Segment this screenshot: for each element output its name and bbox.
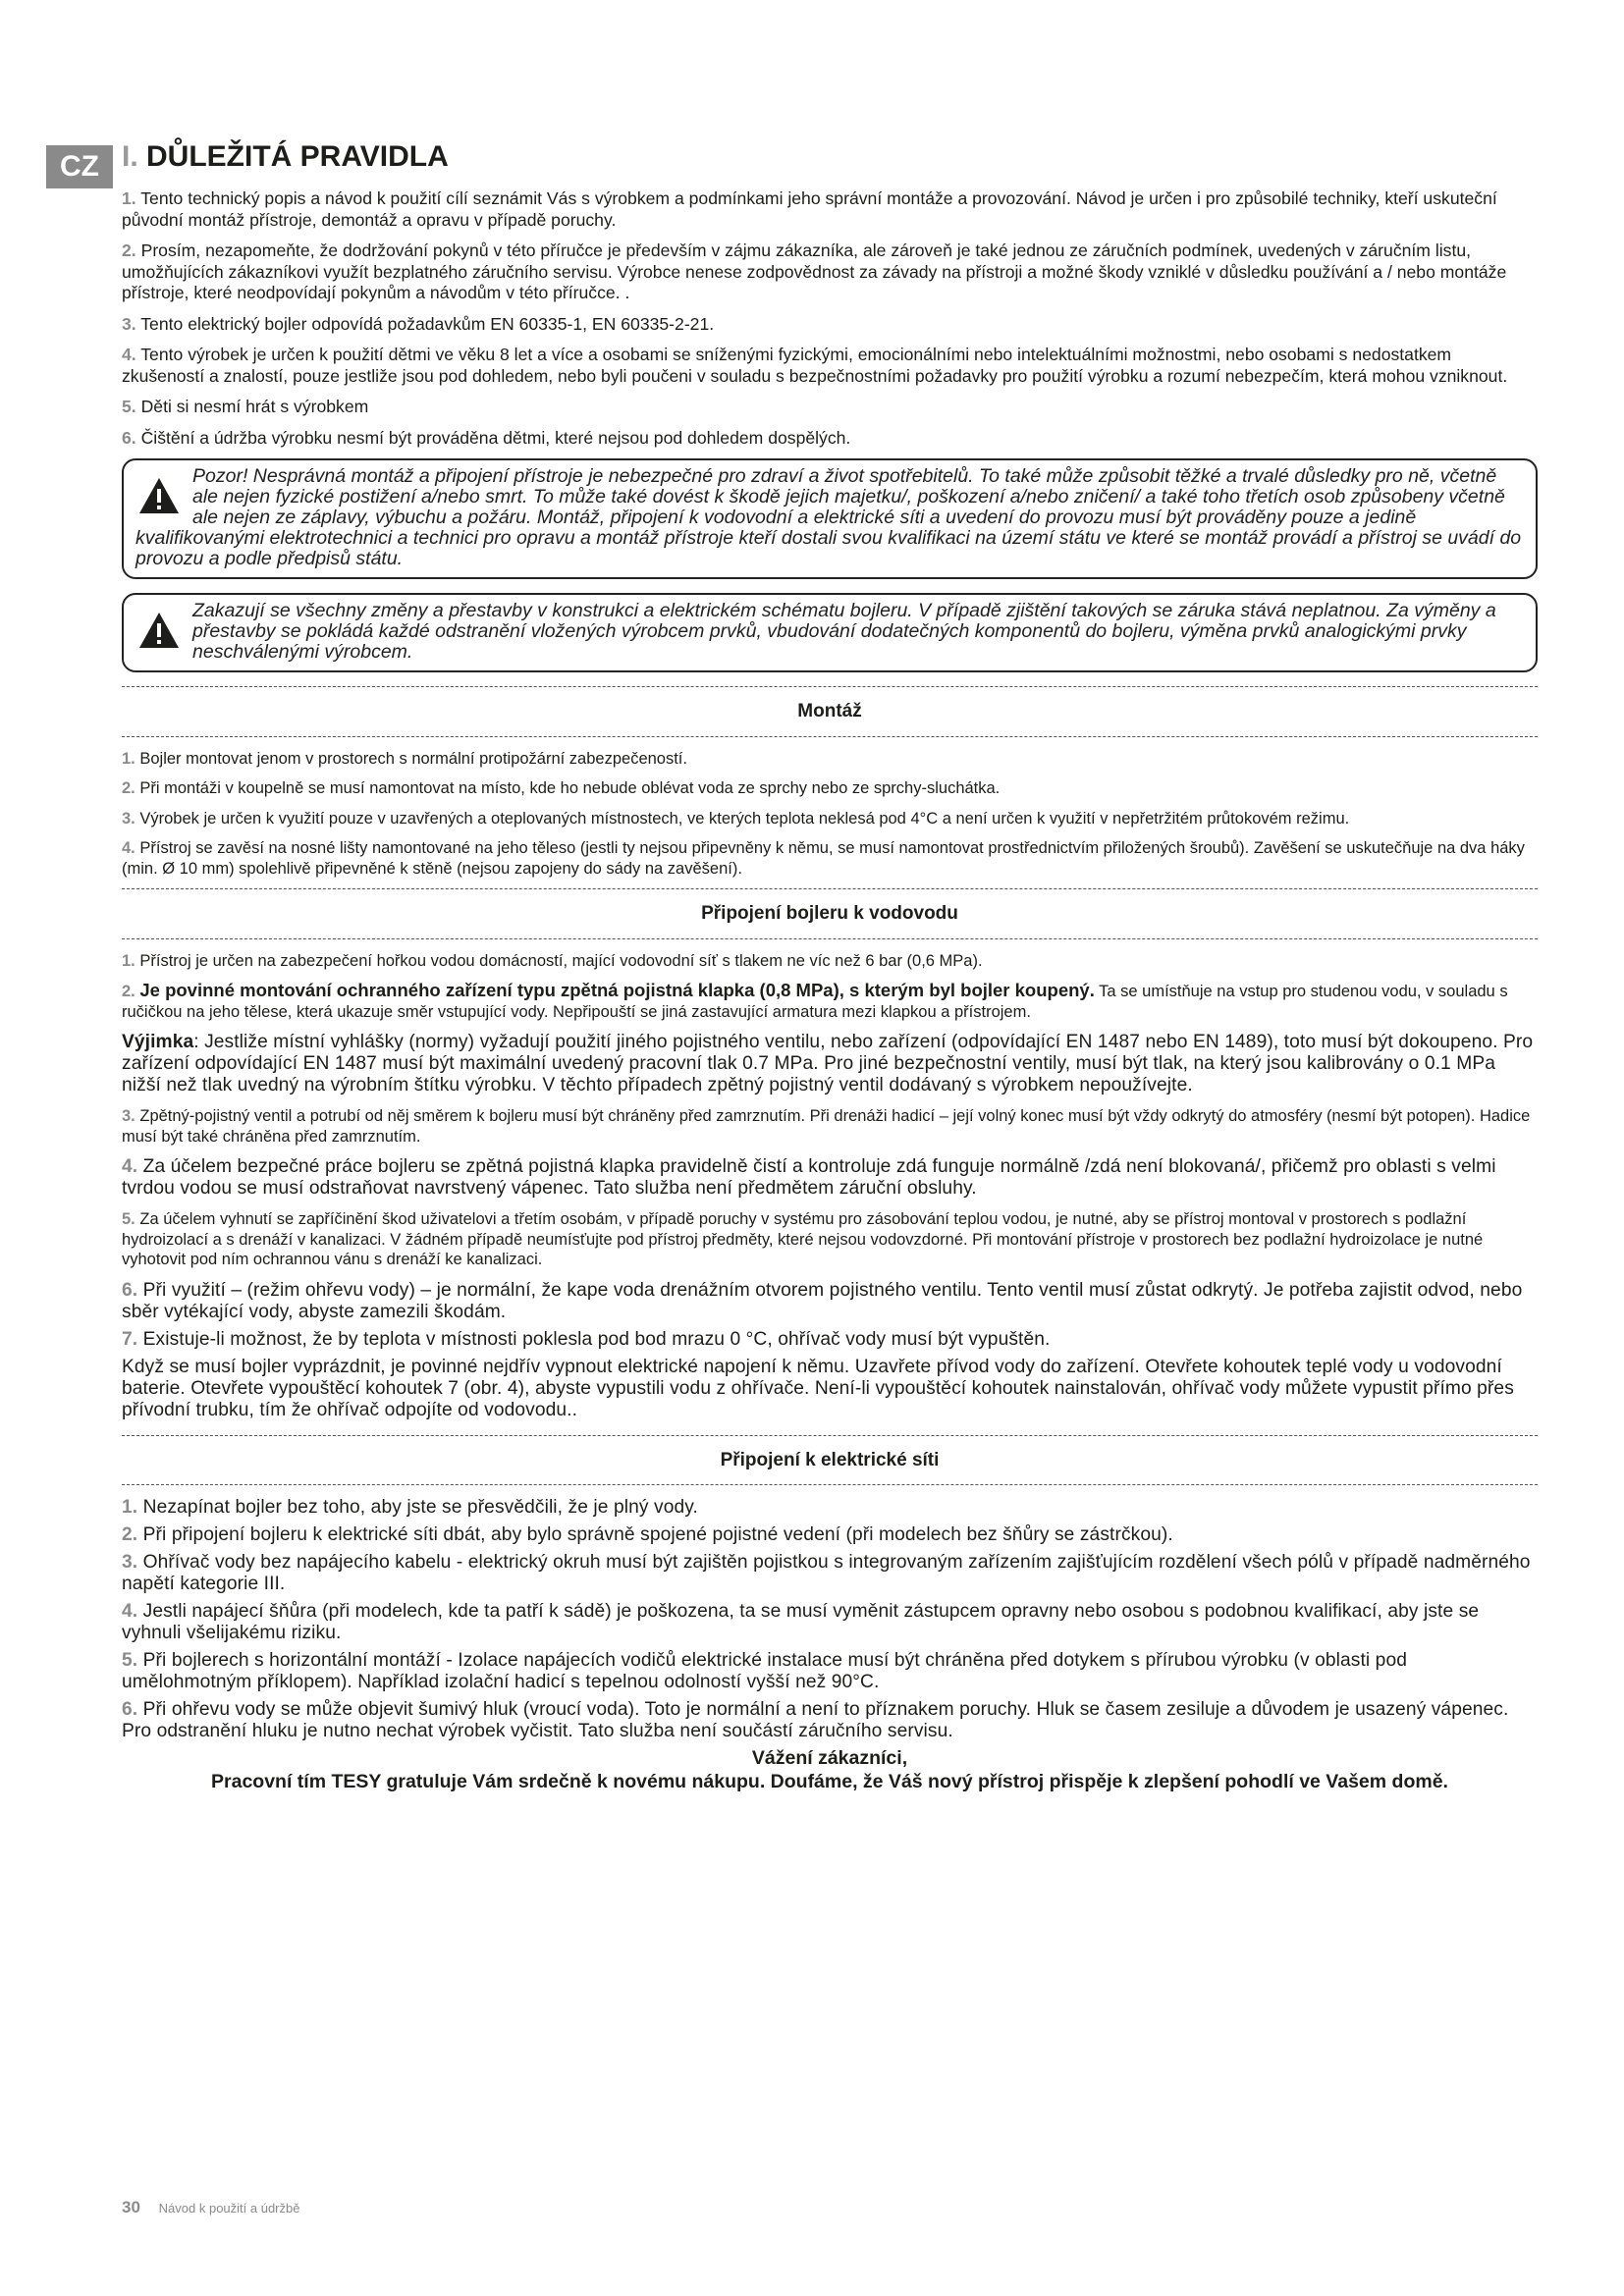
rule-1 xyxy=(122,188,1538,231)
section-title xyxy=(122,139,1538,175)
item-text: Zpětný-pojistný ventil a potrubí od něj směrem k bojleru musí být chráněny před zamrznutím. Při drenáži hadicí – její volný konec musí být vždy odkrytý do atmosféry (nesmí být potopen). Hadice musí být také chráněna před zamrznutím. xyxy=(122,1107,1531,1146)
item-number: 4. xyxy=(122,839,135,857)
closing-greeting: Vážení zákazníci, xyxy=(751,1747,908,1769)
elektro-item xyxy=(122,1601,1538,1644)
rule-text: Děti si nesmí hrát s výrobkem xyxy=(140,397,369,416)
vodovod-item-5 xyxy=(122,1209,1538,1270)
rule-text: Tento elektrický bojler odpovídá požadavkům EN 60335-1, EN 60335-2-21. xyxy=(140,313,715,334)
montaz-item xyxy=(122,809,1538,829)
item-number: 2. xyxy=(122,779,135,797)
rule-number: 3. xyxy=(122,313,136,334)
item-text: Přístroj je určen na zabezpečení hořkou vodou domácností, mající vodovodní síť s tlakem ne víc než 6 bar (0,6 MPa). xyxy=(139,951,983,970)
rule-text: Tento technický popis a návod k použití cílí seznámit Vás s výrobkem a podmínkami jeho správní montáže a provozování. Návod je určen i pro způsobilé techniky, kteří uskuteční původní montáž přístroje, demontáž a opravu v případě poruchy. xyxy=(122,188,1497,230)
elektro-item xyxy=(122,1552,1538,1595)
rule-5 xyxy=(122,397,1538,418)
warning-icon xyxy=(137,476,181,515)
item-text: Při montáži v koupelně se musí namontovat na místo, kde ho nebude oblévat voda ze sprchy nebo ze sprchy-sluchátka. xyxy=(139,779,1001,797)
item-number: 2. xyxy=(122,983,135,1000)
item-text: Nezapínat bojler bez toho, aby jste se přesvědčili, že je plný vody. xyxy=(142,1497,698,1518)
title-text: DŮLEŽITÁ PRAVIDLA xyxy=(146,140,449,173)
montaz-item xyxy=(122,838,1538,879)
item-number: 1. xyxy=(122,749,135,768)
divider xyxy=(122,736,1538,737)
item-text: Bojler montovat jenom v prostorech s normální protipožární zabezpečeností. xyxy=(139,749,687,768)
rule-3 xyxy=(122,314,1538,336)
item-text: Ta se umístňuje na vstup pro studenou vodu, v souladu s ručičkou na jeho tělese, která ukazuje směr vstupující vody. Nepřipouští se jiná zastavující armatura mezi klapkou a přístrojem. xyxy=(122,983,1508,1021)
item-number: 2. xyxy=(122,1524,138,1545)
warning-icon xyxy=(137,611,181,650)
item-text: Ohřívač vody bez napájecího kabelu - elektrický okruh musí být zajištěn pojistkou s integrovaným zařízením zajišťujícím rozdělení všech pólů v případě nadměrného napětí kategorie III. xyxy=(122,1552,1531,1594)
rule-text: Čištění a údržba výrobku nesmí být prováděna dětmi, které nejsou pod dohledem dospělých. xyxy=(140,427,851,448)
item-text: Přístroj se zavěsí na nosné lišty namontované na jeho těleso (jestli ty nejsou připevněny k němu, se musí namontovat prostřednictvím přiložených šroubů). Zavěšení se uskutečňuje na dva háky (min. Ø 10 mm) spolehlivě připevněné k stěně (nejsou zapojeny do sády na zavěšení). xyxy=(122,839,1525,878)
vodovod-item-2 xyxy=(122,981,1538,1022)
item-text: Za účelem bezpečné práce bojleru se zpětná pojistná klapka pravidelně čistí a kontroluje zdá funguje normálně /zdá není blokovaná/, přičemž pro oblasti s velmi tvrdou vodou se musí odstraňovat navrstvený vápenec. Tato služba není předmětem záruční obsluhy. xyxy=(122,1156,1496,1199)
item-text: Při ohřevu vody se může objevit šumivý hluk (vroucí voda). Toto je normální a není to příznakem poruchy. Hluk se časem zesiluje a důvodem je usazený vápenec. Pro odstranění hluku je nutno nechat výrobek vyčistit. Tato služba není součástí záručního servisu. xyxy=(122,1699,1509,1741)
heading-vodovod: Připojení bojleru k vodovodu xyxy=(701,903,958,924)
vodovod-item-6 xyxy=(122,1280,1538,1323)
item-text: Výrobek je určen k využití pouze v uzavřených a oteplovaných místnostech, ve kterých teplota neklesá pod 4°C a není určen k využití v nepřetržitém průtokovém režimu. xyxy=(139,809,1350,828)
closing-message: Pracovní tím TESY gratuluje Vám srdečně k novému nákupu. Doufáme, že Váš nový přístroj přispěje k zlepšení pohodlí ve Vašem domě. xyxy=(211,1771,1448,1792)
warning-box-safety xyxy=(122,458,1538,579)
document-title: Návod k použití a údržbě xyxy=(158,2201,300,2216)
item-text: Jestli napájecí šňůra (při modelech, kde ta patří k sádě) je poškozena, ta se musí vyměnit zástupcem opravny nebo osobou s podobnou kvalifikací, aby jste se vyhnuli všelijakému riziku. xyxy=(122,1601,1480,1643)
vodovod-item-7 xyxy=(122,1329,1538,1351)
rule-2 xyxy=(122,240,1538,304)
vodovod-item-1 xyxy=(122,951,1538,972)
vodovod-item-4 xyxy=(122,1156,1538,1200)
item-number: 1. xyxy=(122,1497,138,1518)
heading-elektro: Připojení k elektrické síti xyxy=(720,1449,940,1470)
heading-montaz: Montáž xyxy=(797,701,862,721)
rule-number: 2. xyxy=(122,240,136,260)
item-bold-text: Je povinné montování ochranného zařízení typu zpětná pojistná klapka (0,8 MPa), s kterým byl bojler koupený. xyxy=(139,980,1095,1000)
exception-text: : Jestliže místní vyhlášky (normy) vyžadují použití jiného pojistného ventilu, nebo zařízení (odpovídající EN 1487 nebo EN 1489), toto musí být dokoupeno. Pro zařízení odpovídající EN 1487 musí být maximální uvedený pracovní tlak 0.7 MPa. Pro jiné bezpečnostní ventily, musí být tlak, na který jsou kalibrovány o 0.1 MPa nižší než tlak uvedný na výrobním štítku výrobku. V těchto případech zpětný pojistný ventil dodávaný s výrobkem nepoužívejte. xyxy=(122,1032,1534,1095)
rule-number: 5. xyxy=(122,397,136,416)
item-number: 3. xyxy=(122,1552,138,1573)
item-number: 6. xyxy=(122,1699,138,1720)
item-number: 4. xyxy=(122,1156,138,1177)
title-roman: I. xyxy=(122,140,138,173)
elektro-item xyxy=(122,1524,1538,1546)
rule-number: 1. xyxy=(122,188,136,208)
exception-label: Výjimka xyxy=(122,1032,194,1052)
rule-number: 6. xyxy=(122,427,136,448)
vodovod-drain: Když se musí bojler vyprázdnit, je povinné nejdřív vypnout elektrické napojení k němu. Uzavřete přívod vody do zařízení. Otevřete kohoutek teplé vody u vodovodní baterie. Otevřete vypouštěcí kohoutek 7 (obr. 4), abyste vypustili vodu z ohřívače. Není-li vypouštěcí kohoutek nainstalován, ohřívač vody můžete vypustit přímo přes přívodní trubku, tím že ohřívač odpojíte od vodovodu.. xyxy=(122,1356,1514,1420)
item-text: Při bojlerech s horizontální montáží - Izolace napájecích vodičů elektrické instalace musí být chráněna před dotykem s přírubou výrobku (v oblasti pod umělohmotným příklopem). Například izolační hadicí s tepelnou odolností vyšší než 90°C. xyxy=(122,1650,1407,1692)
rule-4 xyxy=(122,345,1538,387)
page-footer xyxy=(122,2198,299,2217)
divider xyxy=(122,1484,1538,1485)
item-number: 3. xyxy=(122,809,135,828)
item-number: 5. xyxy=(122,1650,138,1671)
item-number: 3. xyxy=(122,1107,135,1125)
rule-number: 4. xyxy=(122,345,136,364)
vodovod-exception xyxy=(122,1032,1538,1096)
rule-text: Prosím, nezapomeňte, že dodržování pokynů v této příručce je především v zájmu zákazníka, ale zároveň je také jednou ze záručních podmínek, uvedených v záručním listu, umožňujících zákazníkovi využít bezplatného záručního servisu. Výrobce nenese zodpovědnost za závady na přístroji a možné škody vzniklé v důsledku používání a / nebo montáže přístroje, které neodpovídají pokynům a návodům v této příručce. . xyxy=(122,240,1507,302)
item-text: Při připojení bojleru k elektrické síti dbát, aby bylo správně spojené pojistné vedení (při modelech bez šňůry se zástrčkou). xyxy=(142,1524,1173,1545)
item-number: 6. xyxy=(122,1279,138,1301)
item-text: Existuje-li možnost, že by teplota v místnosti poklesla pod bod mrazu 0 °C, ohřívač vody musí být vypuštěn. xyxy=(142,1328,1051,1350)
item-number: 1. xyxy=(122,951,135,970)
rule-6 xyxy=(122,428,1538,450)
montaz-list xyxy=(122,749,1538,880)
item-text: Při využití – (režim ohřevu vody) – je normální, že kape voda drenážním otvorem pojistného ventilu. Tento ventil musí zůstat odkrytý. Je potřeba zajistit odvod, nebo sběr vytékající vody, abyste zamezili škodám. xyxy=(122,1279,1523,1322)
language-tab: CZ xyxy=(46,145,113,188)
warning-box-modifications xyxy=(122,593,1538,672)
item-text: Za účelem vyhnutí se zapříčinění škod uživatelovi a třetím osobám, v případě poruchy v systému pro zásobování teplou vodou, je nutné, aby se přístroj montoval v prostorech s podlažní hydroizolací a s drenáží v kanalizaci. V žádném případě neumísťujte pod přístroj předměty, které nejsou vodovzdorné. Při montování přístroje v prostorech bez podlažní hydroizolace je nutné vyhotovit pod ním ochrannou vánu s drenáží ke kanalizaci. xyxy=(122,1210,1484,1268)
warning-text: Zakazují se všechny změny a přestavby v konstrukci a elektrickém schématu bojleru. V případě zjištění takových se záruka stává neplatnou. Za výměny a přestavby se pokládá každé odstranění vložených výrobcem prvků, vbudování dodatečných komponentů do bojleru, výměna prvků analogickými prvky neschválenými výrobcem. xyxy=(192,600,1496,663)
page-number: 30 xyxy=(122,2198,140,2216)
warning-text: Pozor! Nesprávná montáž a připojení přístroje je nebezpečné pro zdraví a život spotřebitelů. To také může způsobit těžké a trvalé důsledky pro ně, včetně ale nejen fyzické postižení a/nebo smrt. To může také dovést k škodě jejich majetku/, poškození a/nebo zničení/ a také toho třetích osob způsobeny včetně ale nejen ze záplavy, výbuchu a požáru. Montáž, připojení k vodovodní a elektrické síti a uvedení do provozu musí být prováděny pouze a jedině kvalifikovanými elektrotechnici a technici pro opravu a montáž přístroje kteří dostali svou kvalifikaci na území státu ve které se montáž provádí a přístroj se uvádí do provozu a podle předpisů státu. xyxy=(135,465,1522,569)
elektro-item xyxy=(122,1699,1538,1742)
content xyxy=(122,139,1538,1793)
elektro-item xyxy=(122,1650,1538,1693)
elektro-item xyxy=(122,1497,1538,1519)
divider xyxy=(122,938,1538,939)
montaz-item xyxy=(122,778,1538,799)
item-number: 7. xyxy=(122,1328,138,1350)
vodovod-list xyxy=(122,951,1538,1421)
elektro-list xyxy=(122,1497,1538,1742)
vodovod-item-3 xyxy=(122,1106,1538,1147)
item-number: 4. xyxy=(122,1601,138,1622)
rule-text: Tento výrobek je určen k použití dětmi ve věku 8 let a více a osobami se sníženými fyzickými, emocionálními nebo intelektuálními možnostmi, nebo osobami s nedostatkem zkušeností a znalostí, pouze jestliže jsou pod dohledem, nebo byli poučeni v souladu s bezpečnostními požadavky pro použití výrobku a rozumí nebezpečím, která mohou vzniknout. xyxy=(122,345,1508,386)
item-number: 5. xyxy=(122,1210,135,1228)
montaz-item xyxy=(122,749,1538,770)
